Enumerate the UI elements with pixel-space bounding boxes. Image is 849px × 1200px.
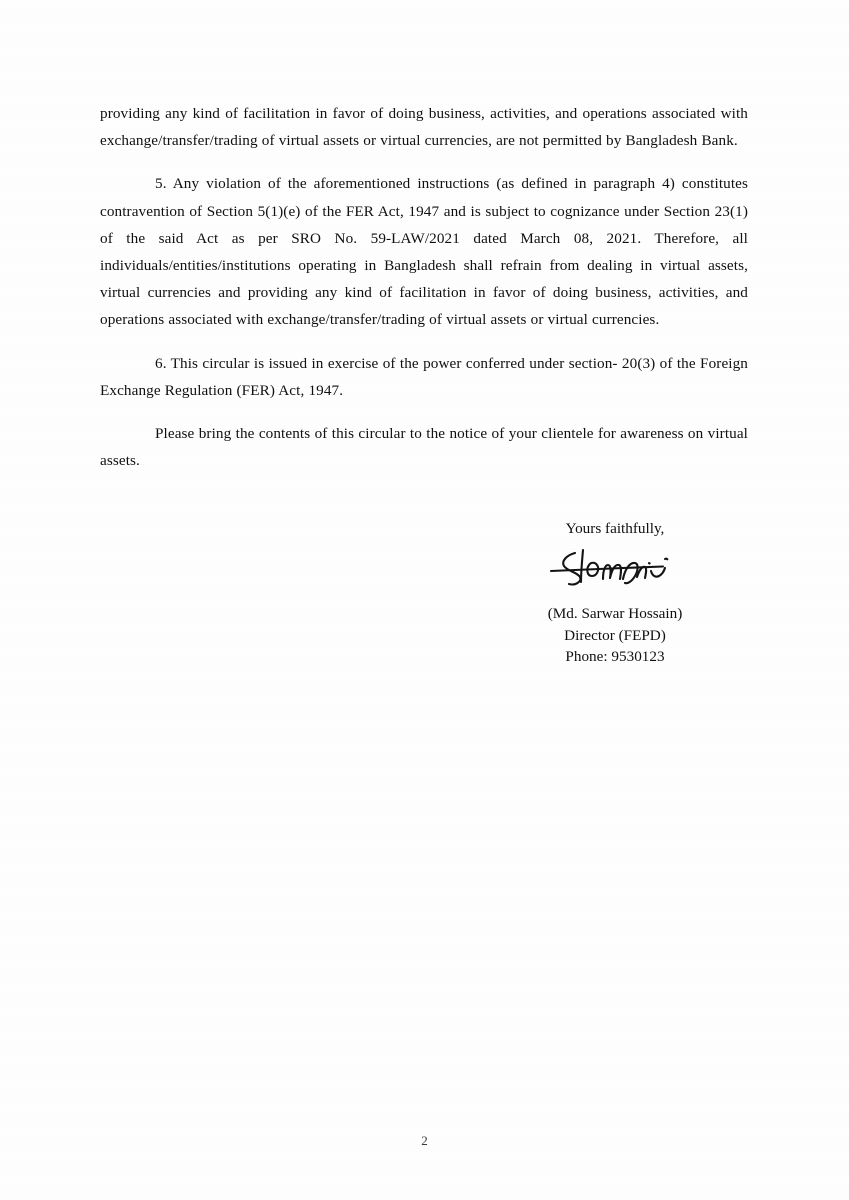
- paragraph-closing-request: Please bring the contents of this circular to the notice of your clientele for awareness on virtual assets.: [100, 425, 748, 470]
- signature-salutation: Yours faithfully,: [565, 520, 665, 537]
- signatory-name: (Md. Sarwar Hossain): [547, 605, 683, 622]
- handwritten-signature-icon: [470, 541, 760, 599]
- page-number: 2: [421, 1133, 428, 1148]
- paragraph-6: 6. This circular is issued in exercise of the power conferred under section- 20(3) of the Foreign Exchange Regulation (FER) Act, 1947.: [100, 354, 748, 399]
- paragraph-5: 5. Any violation of the aforementioned instructions (as defined in paragraph 4) constitutes contravention of Section 5(1)(e) of the FER Act, 1947 and is subject to cognizance under Section 23(1) of the said Act as per SRO No. 59-LAW/2021 dated March 08, 2021. Therefore, all individuals/entities/institutions operating in Bangladesh shall refrain from dealing in virtual assets, virtual currencies and providing any kind of facilitation in favor of doing business, activities, and operations associated with exchange/transfer/trading of virtual assets or virtual currencies.: [100, 175, 748, 329]
- document-body: [100, 100, 748, 474]
- signatory-phone: Phone: 9530123: [565, 648, 665, 665]
- signatory-title: Director (FEPD): [564, 626, 666, 644]
- paragraph-continuation: providing any kind of facilitation in favor of doing business, activities, and operations associated with exchange/transfer/trading of virtual assets or virtual currencies, are not permitted by Bangladesh Bank.: [100, 105, 748, 150]
- signature-block: [470, 518, 760, 668]
